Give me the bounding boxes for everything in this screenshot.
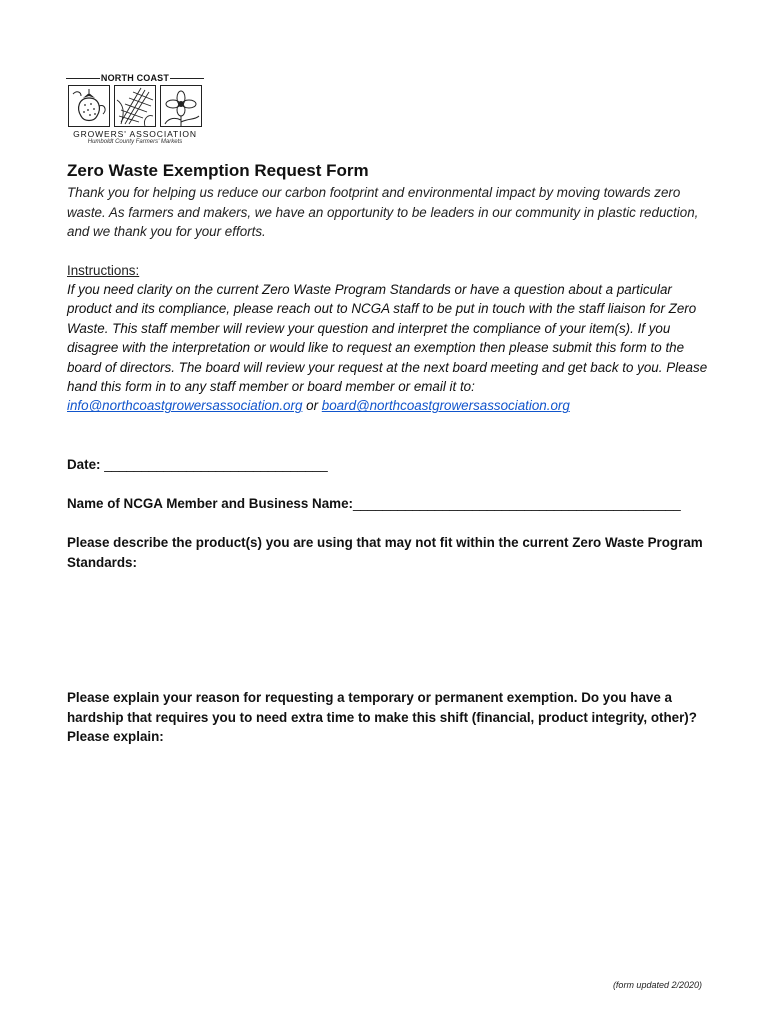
corn-icon [114,85,156,127]
flower-icon [160,85,202,127]
email-joiner: or [302,398,322,414]
board-email-link[interactable]: board@northcoastgrowersassociation.org [321,398,570,414]
logo-top-text: NORTH COAST [100,73,170,83]
logo-name: GROWERS' ASSOCIATION [73,129,197,139]
strawberry-icon [68,85,110,127]
logo-rule-left [66,78,100,79]
logo-header [66,73,204,85]
ncga-logo [66,73,204,147]
instructions-paragraph [67,280,717,416]
logo-rule-right [170,78,204,79]
instructions-heading: Instructions: [67,263,140,278]
info-email-link[interactable]: info@northcoastgrowersassociation.org [67,398,303,414]
instructions-text: If you need clarity on the current Zero Waste Program Standards or have a question about a particular product and its compliance, please reach out to NCGA staff to be put in touch with the staff liaison for Zero Waste. This staff member will review your question and interpret the compliance of your item(s). If you disagree with the interpretation or would like to request an exemption then please submit this form to the board of directors. The board will review your request at the next board meeting and get back to you. Please hand this form in to any staff member or board member or email it to: [67,282,708,395]
logo-panels [66,85,204,127]
product-description-question: Please describe the product(s) you are using that may not fit within the current Zero Waste Program Standards: [67,535,703,570]
member-name-blank[interactable]: ____________________________________________ [352,496,681,511]
form-title: Zero Waste Exemption Request Form [67,161,369,180]
intro-paragraph: Thank you for helping us reduce our carbon footprint and environmental impact by moving towards zero waste. As farmers and makers, we have an opportunity to be leaders in our community in plastic reduction, and we thank you for your efforts. [67,185,699,239]
logo-tagline: Humboldt County Farmers' Markets [87,139,183,145]
date-field[interactable] [67,455,717,475]
member-name-field[interactable] [67,494,717,514]
date-blank[interactable]: ______________________________ [104,457,328,472]
exemption-reason-question: Please explain your reason for requesting a temporary or permanent exemption. Do you have a hardship that requires you to need extra time to make this shift (financial, product integrity, other)? Please explain: [67,690,697,744]
form-updated-note: (form updated 2/2020) [612,980,702,990]
date-label: Date: [67,457,105,472]
member-name-label: Name of NCGA Member and Business Name: [67,496,353,511]
